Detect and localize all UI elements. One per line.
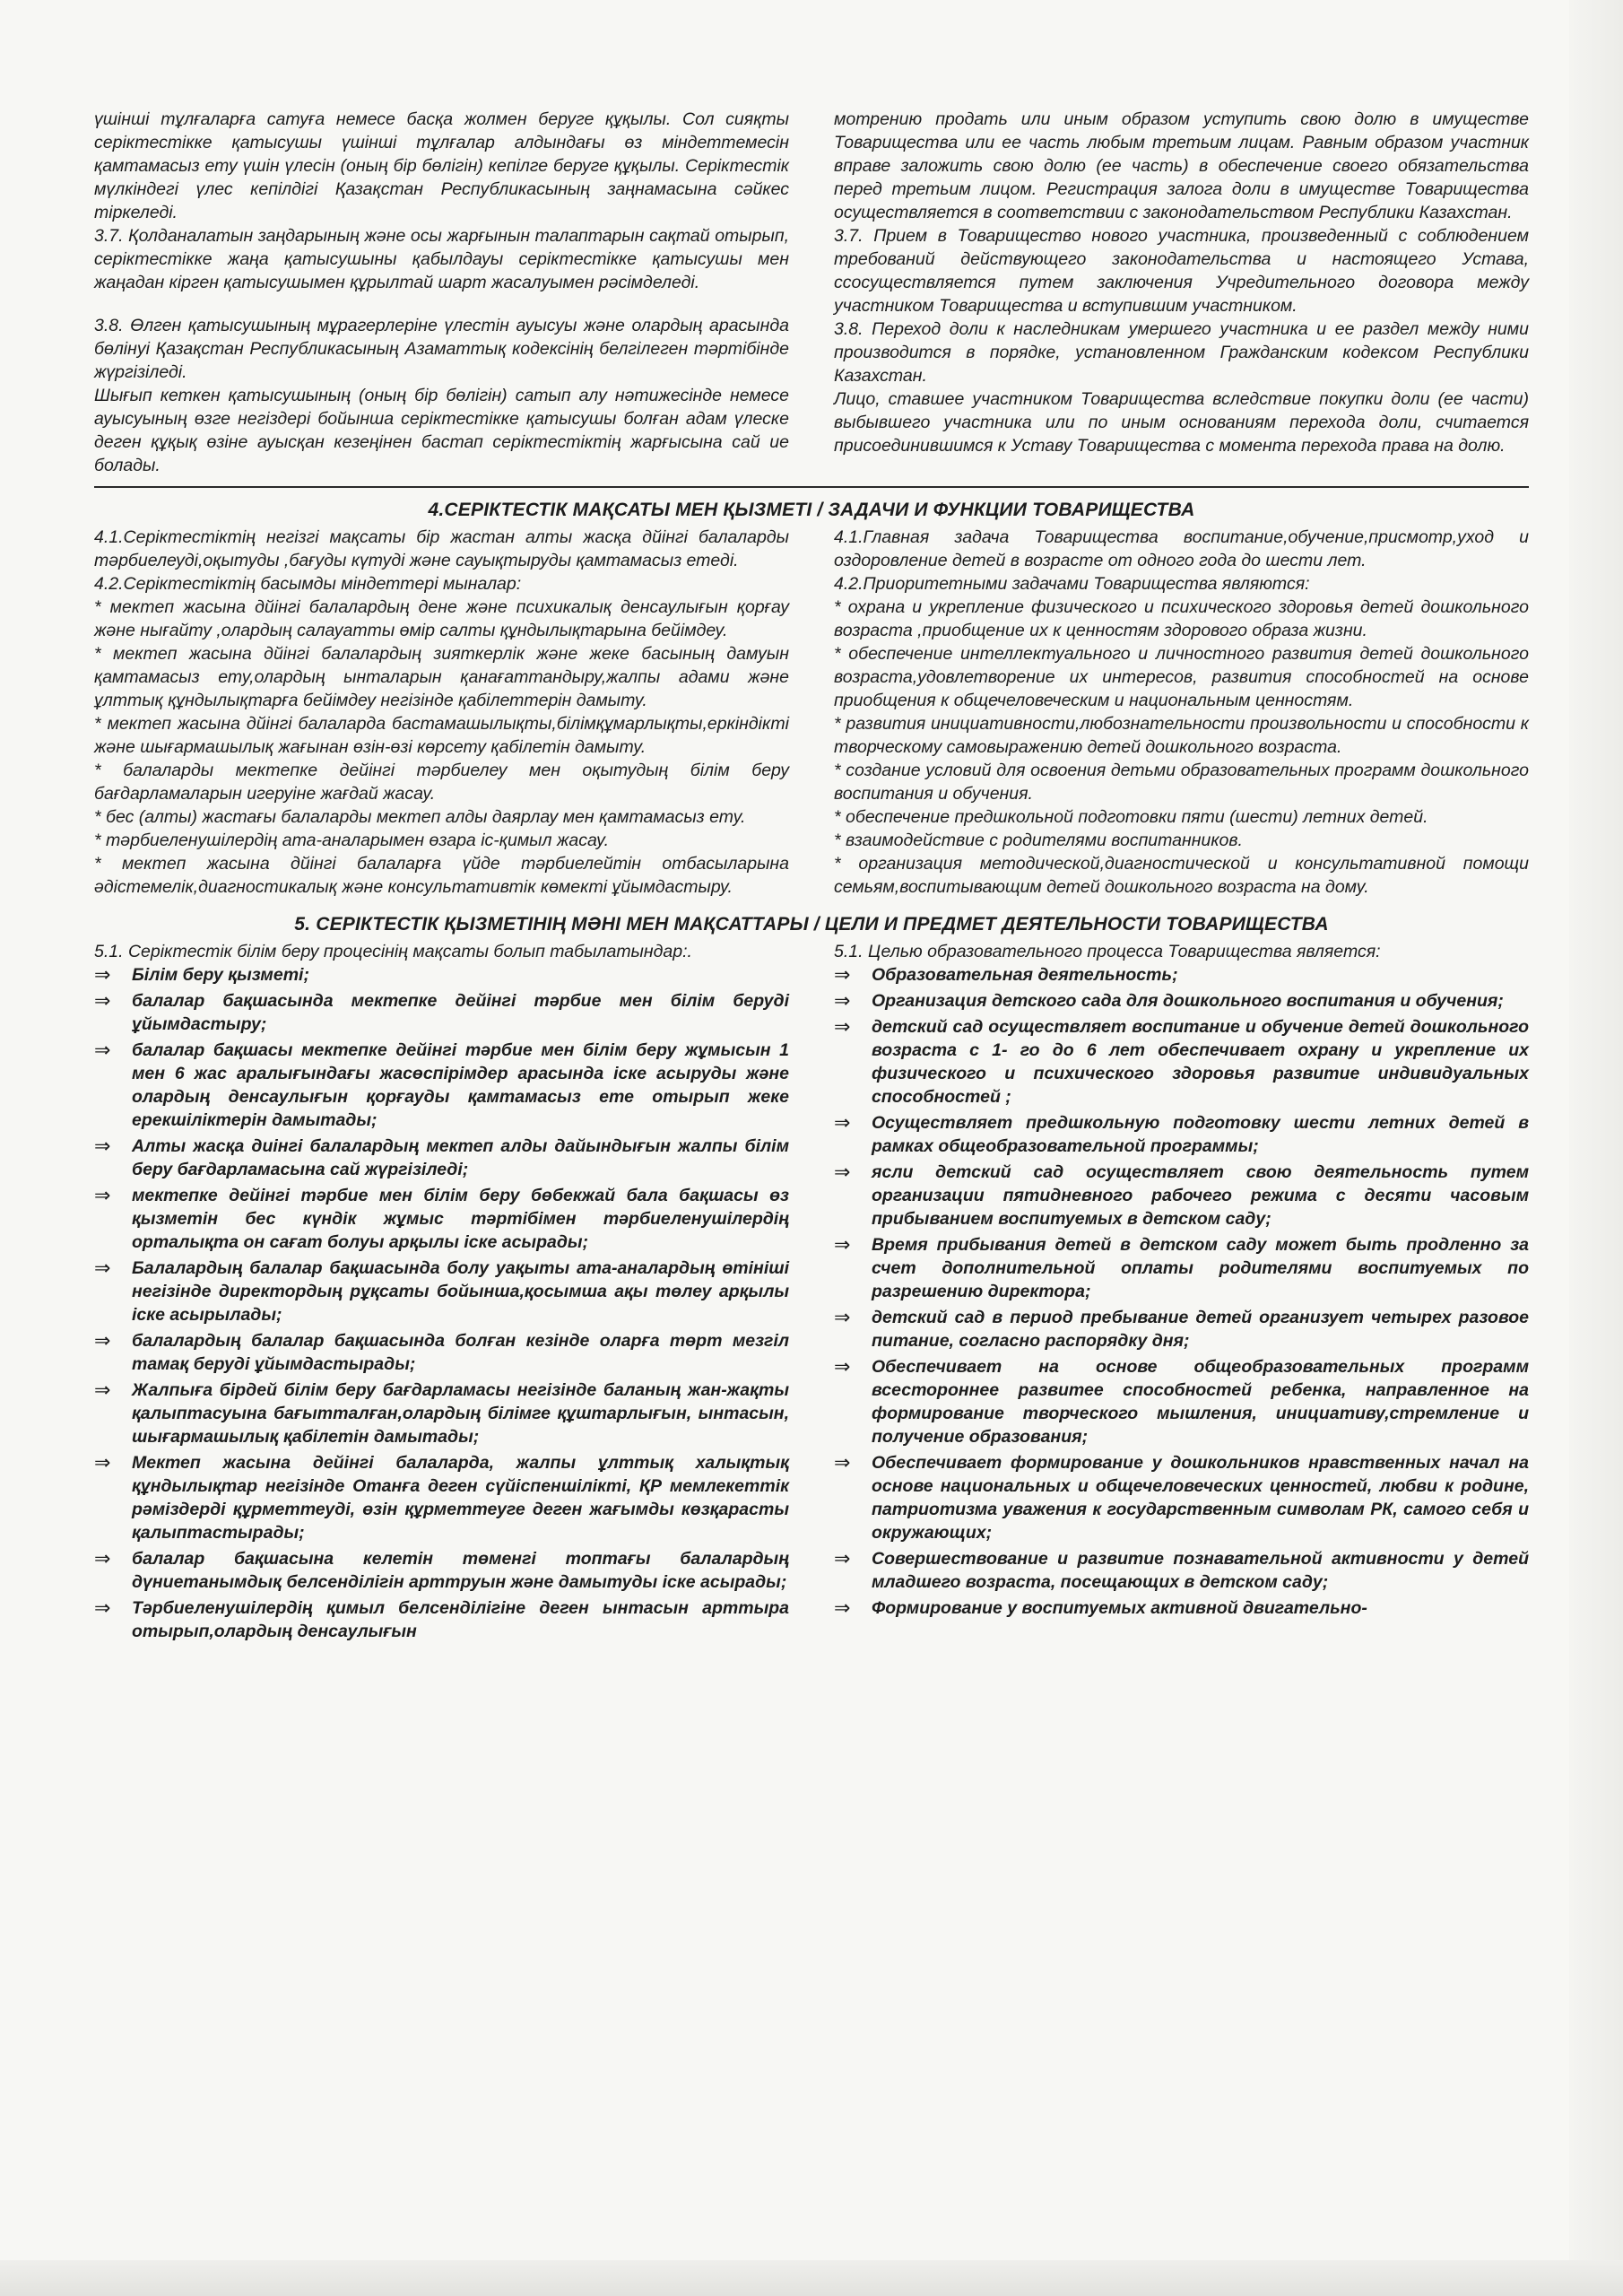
task-item: * организация методической,диагностической и консультативной помощи семьям,воспитывающим детей дошкольного возраста на дому. (834, 854, 1529, 897)
arrow-bullet-icon: ⇒ (94, 1184, 111, 1206)
goal-text: балалар бақшасында мектепке дейінгі тәрбие мен білім беруді ұйымдастыру; (132, 991, 789, 1034)
paragraph-5-1: 5.1. Серіктестік білім беру процесінің мақсаты болып табылатындар:. (94, 942, 692, 961)
goal-text: балалар бақшасына келетін төменгі топтағы балалардың дүниетанымдық белсенділігін арттруын және дамытуды іске асырады; (132, 1549, 789, 1592)
arrow-bullet-icon: ⇒ (94, 1378, 111, 1401)
arrow-bullet-icon: ⇒ (94, 1039, 111, 1061)
arrow-bullet-icon: ⇒ (834, 963, 851, 986)
arrow-bullet-icon: ⇒ (94, 1547, 111, 1570)
section3-russian-column (834, 108, 1529, 477)
paragraph-4-1: 4.1.Главная задача Товарищества воспитание,обучение,присмотр,уход и оздоровление детей в возрасте от одного года до шести лет. (834, 527, 1529, 570)
goal-item (834, 1596, 1529, 1620)
arrow-bullet-icon: ⇒ (94, 1596, 111, 1619)
goal-item (94, 1039, 789, 1132)
scan-edge-shadow (1569, 0, 1623, 2296)
task-item: * обеспечение предшкольной подготовки пяти (шести) летних детей. (834, 807, 1428, 827)
arrow-bullet-icon: ⇒ (94, 1257, 111, 1279)
task-item: * мектеп жасына дйінгі балалардың дене және психикалық денсаулығын қорғау және нығайту ,олардың салауатты өмір салты құндылықтарына бейімдеу. (94, 597, 789, 640)
paragraph-3-7: 3.7. Прием в Товарищество нового участника, произведенный с соблюдением требований действующего законодательства и настоящего Устава, ссосуществляется путем заключения Учредительного договора между участником Товарищества и вступившим участником. (834, 226, 1529, 316)
goal-text: мектепке дейінгі тәрбие мен білім беру бөбекжай бала бақшасы өз қызметін бес күндік жұмыс тәртібімен тәрбиеленушілердің орталықта он сағат болуы арқылы іске асырады; (132, 1186, 789, 1252)
page-content (94, 108, 1529, 1646)
task-item: * развития инициативности,любознательности произвольности и способности к творческому самовыражению детей дошкольного возраста. (834, 714, 1529, 757)
goal-text: Осуществляет предшкольную подготовку шести летних детей в рамках общеобразовательной программы; (872, 1113, 1529, 1156)
paragraph-3-8: 3.8. Өлген қатысушының мұрагерлеріне үлестін ауысуы және олардың арасында бөлінуі Қазақстан Республикасының Азаматтық кодексінің белгілеген тәртібінде жүргізіледі. (94, 316, 789, 382)
goal-item (94, 989, 789, 1036)
task-item: * взаимодействие с родителями воспитанников. (834, 831, 1243, 850)
goal-item (94, 1257, 789, 1326)
section5-kazakh-column (94, 940, 789, 1646)
section4-kazakh-column (94, 526, 789, 899)
arrow-bullet-icon: ⇒ (834, 1161, 851, 1183)
goal-item (834, 1306, 1529, 1352)
goal-text: балалар бақшасы мектепке дейінгі тәрбие мен білім беру жұмысын 1 мен 6 жас аралығындағы жасөспірімдер арасында іске асыруды және олардың денсаулығын қорғауды қамтамасыз ете отырып жеке ерекшіліктерін дамытады; (132, 1040, 789, 1130)
section4-body (94, 526, 1529, 899)
paragraph: Шығып кеткен қатысушының (оның бір бөлігін) сатып алу нәтижесінде немесе ауысуының өзге негіздері бойынша серіктестікке қатысушы болған адам үлеске деген құқық өзіне ауысқан кезеңінен бастап серіктестіктің жарғысына сай ие болады. (94, 386, 789, 475)
goals-list (834, 963, 1529, 1620)
section5-heading: 5. СЕРІКТЕСТІК ҚЫЗМЕТІНІҢ МӘНІ МЕН МАҚСАТТАРЫ / ЦЕЛИ И ПРЕДМЕТ ДЕЯТЕЛЬНОСТИ ТОВАРИЩЕСТВА (294, 914, 1329, 935)
goal-item (94, 963, 789, 987)
goal-text: Время прибывания детей в детском саду может быть продленно за счет дополнительной оплаты родителями воспитуемых по разрешению директора; (872, 1235, 1529, 1301)
goal-text: Организация детского сада для дошкольного воспитания и обучения; (872, 991, 1504, 1011)
goal-text: Тәрбиеленушілердің қимыл белсенділігіне деген ынтасын арттыра отырып,олардың денсаулығын (132, 1598, 789, 1641)
paragraph: үшінші тұлғаларға сатуға немесе басқа жолмен беруге құқылы. Сол сияқты серіктестікке қатысушы үшінші тұлғалар алдындағы өз міндеттемесін қамтамасыз ету үшін үлесін (оның бір бөлігін) кепілге беруге құқылы. Серіктестік мүлкіндегі үлес кепілдігі Қазақстан Республикасының заңнамасына сәйкес тіркеледі. (94, 109, 789, 222)
task-item: * мектеп жасына дйінгі балаларға үйде тәрбиелейтін отбасыларына әдістемелік,диагностикалық және консультативтік көмекті ұйымдастыру. (94, 854, 789, 897)
goal-text: Алты жасқа диінгі балалардың мектеп алды дайындығын жалпы білім беру бағдарламасына сай жүргізіледі; (132, 1136, 789, 1179)
section4-heading: 4.СЕРІКТЕСТІК МАҚСАТЫ МЕН ҚЫЗМЕТІ / ЗАДАЧИ И ФУНКЦИИ ТОВАРИЩЕСТВА (428, 500, 1195, 520)
goals-list (94, 963, 789, 1643)
task-item: * балаларды мектепке дейінгі тәрбиелеу мен оқытудың білім беру бағдарламаларын игеруіне жағдай жасау. (94, 761, 789, 804)
goal-text: ясли детский сад осуществляет свою деятельность путем организации пятидневного рабочего режима с десяти часовым прибыванием воспитуемых в детском саду; (872, 1162, 1529, 1229)
arrow-bullet-icon: ⇒ (834, 1547, 851, 1570)
arrow-bullet-icon: ⇒ (834, 1306, 851, 1328)
goal-text: Мектеп жасына дейінгі балаларда, жалпы ұлттық халықтық құндылықтар негізінде Отанға деген сүйіспеншілікті, ҚР мемлекеттік рәміздерді құрметтеуді, өзін құрметтеуге деген жағымды көзқарасты қалыптастырады; (132, 1453, 789, 1543)
section5-russian-column (834, 940, 1529, 1646)
paragraph: мотрению продать или иным образом уступить свою долю в имуществе Товарищества или ее часть любым третьим лицам. Равным образом участник вправе заложить свою долю (ее часть) в обеспечение своего обязательства перед третьим лицом. Регистрация залога доли в имуществе Товарищества осуществляется в соответствии с законодательством Республики Казахстан. (834, 109, 1529, 222)
paragraph-3-8: 3.8. Переход доли к наследникам умершего участника и ее раздел между ними производится в порядке, установленном Гражданским кодексом Республики Казахстан. (834, 319, 1529, 386)
goal-item (94, 1378, 789, 1448)
goal-item (834, 989, 1529, 1013)
arrow-bullet-icon: ⇒ (834, 1015, 851, 1038)
goal-text: Формирование у воспитуемых активной двигательно- (872, 1598, 1367, 1618)
paragraph-5-1: 5.1. Целью образовательного процесса Товарищества является: (834, 942, 1381, 961)
goal-text: детский сад осуществляет воспитание и обучение детей дошкольного возраста с 1- го до 6 лет обеспечивает охрану и укрепление их физического и психического здоровья развитие индивидуальных способностей ; (872, 1017, 1529, 1107)
section-divider (94, 486, 1529, 488)
goal-text: Обеспечивает формирование у дошкольников нравственных начал на основе национальных и общечеловеческих ценностей, любви к родине, патриотизма уважения к государственным символам РК, самого себя и окружающих; (872, 1453, 1529, 1543)
goal-item (834, 1451, 1529, 1544)
goal-item (834, 1547, 1529, 1594)
task-item: * бес (алты) жастағы балаларды мектеп алды даярлау мен қамтамасыз ету. (94, 807, 746, 827)
arrow-bullet-icon: ⇒ (834, 1233, 851, 1256)
goal-item (834, 1233, 1529, 1303)
paragraph-4-2: 4.2.Приоритетными задачами Товарищества являются: (834, 574, 1310, 594)
arrow-bullet-icon: ⇒ (94, 989, 111, 1012)
arrow-bullet-icon: ⇒ (834, 1596, 851, 1619)
goal-text: балалардың балалар бақшасында болған кезінде оларға төрт мезгіл тамақ беруді ұйымдастырады; (132, 1331, 789, 1374)
goal-item (834, 1355, 1529, 1448)
task-item: * охрана и укрепление физического и психического здоровья детей дошкольного возраста ,приобщение их к ценностям здорового образа жизни. (834, 597, 1529, 640)
goal-item (834, 1111, 1529, 1158)
goal-item (834, 1161, 1529, 1231)
arrow-bullet-icon: ⇒ (834, 1355, 851, 1378)
goal-item (94, 1596, 789, 1643)
arrow-bullet-icon: ⇒ (94, 1329, 111, 1352)
goal-text: Образовательная деятельность; (872, 965, 1178, 985)
goal-item (94, 1547, 789, 1594)
goal-item (834, 963, 1529, 987)
paragraph-4-1: 4.1.Серіктестіктің негізгі мақсаты бір жастан алты жасқа дйінгі балаларды тәрбиелеуді,оқытуды ,бағуды күтуді және сауықтыруды қамтамасыз етеді. (94, 527, 789, 570)
arrow-bullet-icon: ⇒ (834, 1451, 851, 1474)
goal-text: Балалардың балалар бақшасында болу уақыты ата-аналардың өтініші негізінде директордың рұқсаты бойынша,қосымша ақы төлеу арқылы іске асырылады; (132, 1258, 789, 1325)
task-item: * мектеп жасына дйінгі балаларда бастамашылықты,білімқұмарлықты,еркіндікті және шығармашылық жағынан өзін-өзі көрсету қабілетін дамыту. (94, 714, 789, 757)
paragraph-3-7: 3.7. Қолданалатын заңдарының және осы жарғынын талаптарын сақтай отырып, серіктестікке жаңа қатысушыны қабылдауы серіктестікке қатысушы мен жаңадан кірген қатысушымен құрылтай шарт жасалуымен рәсімделеді. (94, 226, 789, 292)
goal-item (834, 1015, 1529, 1109)
scan-bottom-shadow (0, 2260, 1623, 2296)
goal-text: Обеспечивает на основе общеобразовательных программ всестороннее развитее способностей ребенка, направленное на формирование творческого мышления, инициативу,стремление и получение образования; (872, 1357, 1529, 1447)
task-item: * мектеп жасына дйінгі балалардың зияткерлік және жеке басының дамуын қамтамасыз ету,олардың ынталарын қанағаттандыру,жалпы адами және ұлттық құндылықтарға бейімдеу негізінде қабілеттерін дамыту. (94, 644, 789, 710)
goal-text: детский сад в период пребывание детей организует четырех разовое питание, согласно распорядку дня; (872, 1308, 1529, 1351)
section4-russian-column (834, 526, 1529, 899)
goal-text: Совершествование и развитие познавательной активности у детей младшего возраста, посещающих в детском саду; (872, 1549, 1529, 1592)
task-item: * обеспечение интеллектуального и личностного развития детей дошкольного возраста,удовлетворение их интересов, развития способностей на основе приобщения к общечеловеческим и национальным ценностям. (834, 644, 1529, 710)
arrow-bullet-icon: ⇒ (834, 1111, 851, 1134)
paragraph: Лицо, ставшее участником Товарищества вследствие покупки доли (ее части) выбывшего участника или по иным основаниям перехода доли, считается присоединившимся к Уставу Товарищества с момента перехода права на долю. (834, 389, 1529, 456)
goal-item (94, 1451, 789, 1544)
goal-item (94, 1184, 789, 1254)
goal-text: Білім беру қызметі; (132, 965, 309, 985)
goal-item (94, 1135, 789, 1181)
task-item: * тәрбиеленушілердің ата-аналарымен өзара іс-қимыл жасау. (94, 831, 610, 850)
section3-continuation (94, 108, 1529, 477)
arrow-bullet-icon: ⇒ (94, 1451, 111, 1474)
goal-text: Жалпыға бірдей білім беру бағдарламасы негізінде баланың жан-жақты қалыптасуына бағытталған,олардың білімге құштарлығын, ынтасын, шығармашылық қабілетін дамытады; (132, 1380, 789, 1447)
paragraph-4-2: 4.2.Серіктестіктің басымды міндеттері мыналар: (94, 574, 522, 594)
arrow-bullet-icon: ⇒ (94, 963, 111, 986)
task-item: * создание условий для освоения детьми образовательных программ дошкольного воспитания и обучения. (834, 761, 1529, 804)
section5-body (94, 940, 1529, 1646)
section3-kazakh-column (94, 108, 789, 477)
goal-item (94, 1329, 789, 1376)
arrow-bullet-icon: ⇒ (834, 989, 851, 1012)
arrow-bullet-icon: ⇒ (94, 1135, 111, 1157)
